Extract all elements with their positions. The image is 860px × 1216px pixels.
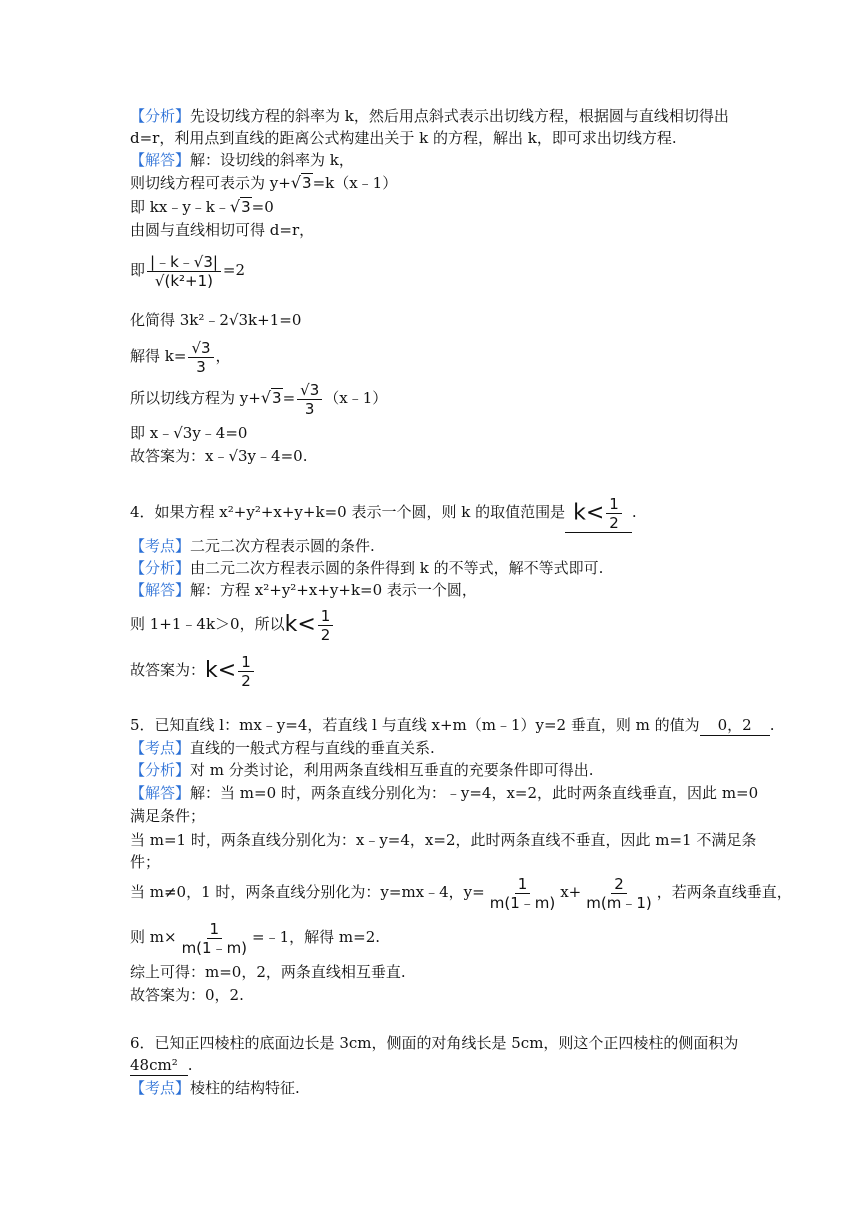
solution-line-1: 【解答】解：方程 x²+y²+x+y+k=0 表示一个圆， <box>130 581 477 599</box>
half-fraction: $\frac{1}{2}$ <box>606 495 622 532</box>
solution-line-2: 则 1+1﹣4k＞0，所以k< $\frac{1}{2}$ <box>130 604 335 646</box>
sqrt3: √3 <box>260 388 282 407</box>
solution-line-1: 【解答】解：设切线的斜率为 k， <box>130 151 354 169</box>
solution-line-2: 满足条件； <box>130 807 206 825</box>
solution-line-5: 当 m≠0，1 时，两条直线分别化为：y=mx﹣4，y= $\frac{1}{m(1﹣m)}$ x+ $\frac{2}{m(m﹣1)}$ ，若两条直线垂直， <box>130 874 792 912</box>
solution-line-7: 解得 k= $\frac{√3}{3}$ ， <box>130 338 231 376</box>
solution-line-10: 故答案为：x﹣√3y﹣4=0. <box>130 447 308 465</box>
answer-blank: 48cm² <box>130 1055 188 1076</box>
solution-line-6: 则 m× $\frac{1}{m(1﹣m)}$ =﹣1，解得 m=2. <box>130 919 381 957</box>
solution-line-8: 故答案为：0，2. <box>130 986 244 1004</box>
solution-line-7: 综上可得：m=0，2，两条直线相互垂直. <box>130 963 406 981</box>
solution-line-1: 【解答】解：当 m=0 时，两条直线分别化为：﹣y=4，x=2，此时两条直线垂直，因此 m=0 <box>130 784 759 802</box>
question-5: 5．已知直线 l：mx﹣y=4，若直线 l 与直线 x+m（m﹣1）y=2 垂直，则 m 的值为 0，2 . <box>130 716 775 734</box>
key-point-line: 【考点】二元二次方程表示圆的条件. <box>130 537 375 555</box>
solution-line-3: 当 m=1 时，两条直线分别化为：x﹣y=4，x=2，此时两条直线不垂直，因此 m=1 不满足条 <box>130 831 757 849</box>
solution-line-3: 故答案为：k< $\frac{1}{2}$ <box>130 650 256 692</box>
sqrt3: √3 <box>290 173 312 192</box>
key-point-line: 【考点】棱柱的结构特征. <box>130 1079 300 1097</box>
solution-tag: 【解答】 <box>130 151 191 169</box>
analysis-line-1: 【分析】先设切线方程的斜率为 k，然后用点斜式表示出切线方程，根据圆与直线相切得出 <box>130 107 729 125</box>
solution-line-6: 化简得 3k²﹣2√3k+1=0 <box>130 311 302 329</box>
solution-line-3: 即 kx﹣y﹣k﹣√3=0 <box>130 197 274 216</box>
question-6-answer: 48cm² . <box>130 1056 193 1074</box>
sqrt3: √3 <box>229 197 251 216</box>
solution-line-4: 由圆与直线相切可得 d=r， <box>130 221 315 239</box>
analysis-line-2: d=r，利用点到直线的距离公式构建出关于 k 的方程，解出 k，即可求出切线方程. <box>130 129 677 147</box>
analysis-tag: 【分析】 <box>130 107 191 125</box>
solution-line-4: 件； <box>130 853 161 871</box>
analysis-line: 【分析】对 m 分类讨论，利用两条直线相互垂直的充要条件即可得出. <box>130 761 594 779</box>
half-fraction: $\frac{1}{2}$ <box>318 607 334 644</box>
question-4: 4．如果方程 x²+y²+x+y+k=0 表示一个圆，则 k 的取值范围是 k< $\frac{1}{2}$ . <box>130 494 637 532</box>
analysis-line: 【分析】由二元二次方程表示圆的条件得到 k 的不等式，解不等式即可. <box>130 559 604 577</box>
answer-blank: 0，2 <box>700 715 770 736</box>
root3-over-3-fraction: $\frac{√3}{3}$ <box>297 381 322 418</box>
fraction-2: $\frac{2}{m(m﹣1)}$ <box>586 874 652 912</box>
solution-line-2: 则切线方程可表示为 y+√3=k（x﹣1） <box>130 173 398 192</box>
solution-line-9: 即 x﹣√3y﹣4=0 <box>130 424 248 442</box>
distance-fraction: $\frac{|﹣k﹣√3|}{\text{√(k²+1)}}$ <box>147 253 221 290</box>
fraction-3: $\frac{1}{m(1﹣m)}$ <box>181 919 248 957</box>
solution-line-5: 即 $\frac{|﹣k﹣√3|}{\text{√(k²+1)}}$ =2 <box>130 252 246 290</box>
question-6: 6．已知正四棱柱的底面边长是 3cm，侧面的对角线长是 5cm，则这个正四棱柱的侧面积为 <box>130 1034 739 1052</box>
root3-over-3-fraction: $\frac{√3}{3}$ <box>188 339 213 376</box>
solution-line-8: 所以切线方程为 y+√3= $\frac{√3}{3}$ （x﹣1） <box>130 378 387 420</box>
answer-blank: k< $\frac{1}{2}$ <box>565 495 632 533</box>
fraction-1: $\frac{1}{m(1﹣m)}$ <box>489 874 556 912</box>
half-fraction: $\frac{1}{2}$ <box>238 653 254 690</box>
key-point-line: 【考点】直线的一般式方程与直线的垂直关系. <box>130 739 435 757</box>
